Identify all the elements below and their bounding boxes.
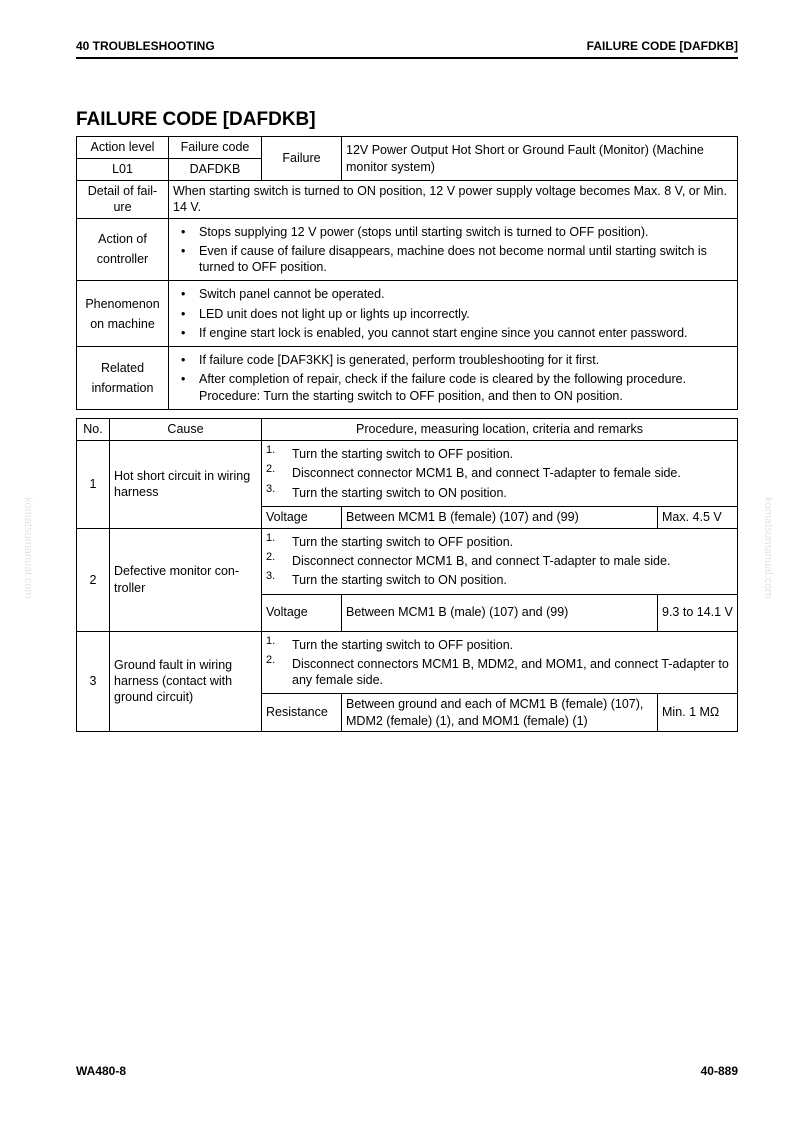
cause-no: 3 bbox=[77, 631, 110, 731]
list-item: 2. Disconnect connector MCM1 B, and connect T-adapter to female side. bbox=[266, 463, 681, 481]
related-row bbox=[77, 347, 738, 410]
watermark-right: komatsumanual.com bbox=[762, 497, 774, 599]
failure-text: 12V Power Output Hot Short or Ground Fault (Monitor) (Machine monitor system) bbox=[342, 137, 738, 181]
header-section: 40 TROUBLESHOOTING bbox=[76, 39, 215, 53]
failure-code-label: Failure code bbox=[169, 137, 262, 159]
col-cause: Cause bbox=[110, 419, 262, 441]
step-list bbox=[266, 531, 733, 589]
cause-no: 1 bbox=[77, 441, 110, 529]
page-title: FAILURE CODE [DAFDKB] bbox=[76, 109, 316, 130]
cause-text: Ground fault in wiring harness (contact with ground circuit) bbox=[110, 631, 262, 731]
phenomenon-list bbox=[173, 286, 733, 341]
footer-model: WA480-8 bbox=[76, 1064, 127, 1078]
action-level-value: L01 bbox=[77, 159, 169, 181]
list-item: • If failure code [DAF3KK] is generated, perform troubleshooting for it first. bbox=[181, 353, 600, 367]
action-row bbox=[77, 218, 738, 281]
cause-no: 2 bbox=[77, 528, 110, 631]
list-item: • After completion of repair, check if the failure code is cleared by the following procedure. Procedure: Turn the starting switch to OFF position, and then to ON position. bbox=[181, 372, 687, 403]
related-label: Related information bbox=[77, 347, 169, 410]
step-list bbox=[266, 446, 733, 501]
detail-label: Detail of fail-ure bbox=[77, 181, 169, 219]
table-row bbox=[77, 528, 738, 594]
measure-location: Between MCM1 B (male) (107) and (99) bbox=[342, 594, 658, 631]
header-code: FAILURE CODE [DAFDKB] bbox=[586, 39, 738, 53]
phenomenon-label: Phenomenon on machine bbox=[77, 281, 169, 347]
action-list bbox=[173, 224, 733, 276]
phenomenon-row bbox=[77, 281, 738, 347]
cause-table-header bbox=[77, 419, 738, 441]
procedure-steps bbox=[262, 528, 738, 594]
list-item: 2. Disconnect connector MCM1 B, and connect T-adapter to male side. bbox=[266, 551, 671, 568]
failure-code-value: DAFDKB bbox=[169, 159, 262, 181]
measure-value: 9.3 to 14.1 V bbox=[658, 594, 738, 631]
table-row bbox=[77, 631, 738, 694]
measure-location: Between MCM1 B (female) (107) and (99) bbox=[342, 506, 658, 528]
action-level-label: Action level bbox=[77, 137, 169, 159]
cause-text: Defective monitor con-troller bbox=[110, 528, 262, 631]
list-item: • Stops supplying 12 V power (stops until starting switch is turned to OFF position). bbox=[181, 224, 649, 239]
list-item: 1. Turn the starting switch to OFF position. bbox=[266, 531, 514, 549]
failure-label: Failure bbox=[262, 137, 342, 181]
cause-text: Hot short circuit in wiring harness bbox=[110, 441, 262, 529]
failure-info-table bbox=[76, 136, 738, 410]
col-procedure: Procedure, measuring location, criteria and remarks bbox=[262, 419, 738, 441]
measure-type: Resistance bbox=[262, 694, 342, 732]
list-item: • Even if cause of failure disappears, machine does not become normal until starting switch is turned to OFF position. bbox=[181, 243, 707, 274]
action-cell bbox=[169, 218, 738, 281]
list-item: • LED unit does not light up or lights up incorrectly. bbox=[181, 306, 470, 321]
related-cell bbox=[169, 347, 738, 410]
related-list bbox=[173, 352, 733, 404]
list-item: 1. Turn the starting switch to OFF position. bbox=[266, 444, 514, 461]
phenomenon-cell bbox=[169, 281, 738, 347]
list-item: 1. Turn the starting switch to OFF position. bbox=[266, 634, 514, 652]
step-list bbox=[266, 634, 733, 689]
info-row-header bbox=[77, 137, 738, 159]
action-label: Action of controller bbox=[77, 218, 169, 281]
page-header bbox=[76, 37, 738, 59]
procedure-steps bbox=[262, 441, 738, 507]
detail-row bbox=[77, 181, 738, 219]
measure-type: Voltage bbox=[262, 594, 342, 631]
cause-table bbox=[76, 418, 738, 732]
measure-location: Between ground and each of MCM1 B (female) (107), MDM2 (female) (1), and MOM1 (female) (1) bbox=[342, 694, 658, 732]
measure-value: Max. 4.5 V bbox=[658, 506, 738, 528]
list-item: • Switch panel cannot be operated. bbox=[181, 287, 385, 302]
col-no: No. bbox=[77, 419, 110, 441]
footer-page-number: 40-889 bbox=[700, 1064, 738, 1078]
measure-type: Voltage bbox=[262, 506, 342, 528]
list-item: • If engine start lock is enabled, you cannot start engine since you cannot enter password. bbox=[181, 325, 688, 340]
list-item: 3. Turn the starting switch to ON position. bbox=[266, 570, 507, 588]
list-item: 3. Turn the starting switch to ON position. bbox=[266, 482, 507, 500]
measure-value: Min. 1 MΩ bbox=[658, 694, 738, 732]
watermark-left: komatsumanual.com bbox=[22, 497, 34, 599]
detail-text: When starting switch is turned to ON position, 12 V power supply voltage becomes Max. 8 V, or Min. 14 V. bbox=[169, 181, 738, 219]
procedure-steps bbox=[262, 631, 738, 694]
list-item: 2. Disconnect connectors MCM1 B, MDM2, and MOM1, and connect T-adapter to any female side. bbox=[266, 653, 729, 687]
table-row bbox=[77, 441, 738, 507]
